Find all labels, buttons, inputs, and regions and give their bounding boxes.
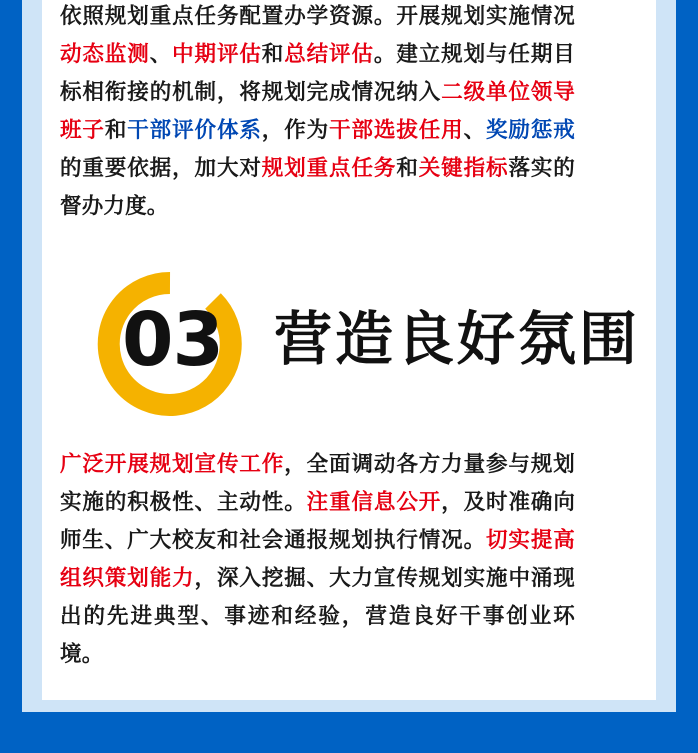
- paragraph-two-text: 广泛开展规划宣传工作，全面调动各方力量参与规划实施的积极性、主动性。注重信息公开，及时准确向师生、广大校友和社会通报规划执行情况。切实提高组织策划能力，深入挖掘、大力宣传规划实施中涌现出的先进典型、事迹和经验，营造良好干事创业环境。: [60, 452, 576, 667]
- bottom-blue-band: [0, 712, 698, 753]
- right-blue-margin: [676, 0, 698, 753]
- paragraph-two: [60, 446, 575, 674]
- left-blue-margin: [0, 0, 22, 753]
- paragraph-one-text: 依照规划重点任务配置办学资源。开展规划实施情况动态监测、中期评估和总结评估。建立规划与任期目标相衔接的机制，将规划完成情况纳入二级单位领导班子和干部评价体系，作为干部选拔任用、奖励惩戒的重要依据，加大对规划重点任务和关键指标落实的督办力度。: [60, 4, 575, 219]
- section-number: 03: [122, 297, 223, 383]
- paragraph-one: [60, 0, 575, 226]
- section-heading-03: [60, 262, 641, 422]
- section-title: 营造良好氛围: [274, 305, 641, 373]
